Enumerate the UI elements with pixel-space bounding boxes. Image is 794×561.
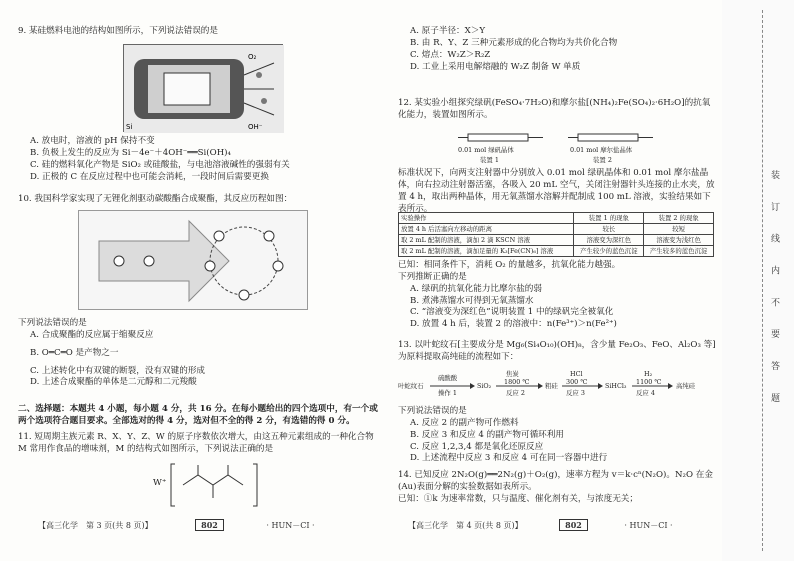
option-10d: D. 上述合成聚酯的单体是二元醇和二元羧酸 xyxy=(30,377,197,388)
option-9d: D. 正极的 C 在反应过程中也可能会消耗，一段时间后需要更换 xyxy=(30,171,269,182)
flow-step2-cond: 1800 ℃ xyxy=(504,378,530,386)
option-11b: B. 由 R、Y、Z 三种元素形成的化合物均为共价化合物 xyxy=(410,37,618,48)
binding-line xyxy=(762,10,763,551)
table-row xyxy=(399,235,714,246)
question-13-body xyxy=(398,406,716,465)
flow-mid2: 粗硅 xyxy=(545,382,558,390)
table-header: 装置 1 的现象 xyxy=(574,213,644,224)
question-12-tail xyxy=(398,260,716,331)
question-12 xyxy=(398,98,716,122)
option-12a: A. 绿矾的抗氧化能力比摩尔盐的弱 xyxy=(410,283,542,294)
flow-step3-cond: 300 ℃ xyxy=(566,378,588,386)
table-cell: 产生较少的蓝色沉淀 xyxy=(574,246,644,257)
question-13-question: 下列说法错误的是 xyxy=(398,406,467,416)
fuel-cell-diagram xyxy=(124,45,284,133)
page-3-footer xyxy=(38,520,368,531)
flow-mid3: SiHCl₃ xyxy=(605,382,627,390)
device-2-content: 0.01 mol 摩尔盐晶体 xyxy=(570,146,633,154)
flow-start: 叶蛇纹石 xyxy=(398,382,424,390)
structure-cation: W⁺ xyxy=(153,478,167,488)
option-9a: A. 放电时，溶液的 pH 保持不变 xyxy=(30,136,155,146)
syringe-devices xyxy=(458,128,668,168)
option-11c: C. 熔点：W₂Z＞R₂Z xyxy=(410,49,491,60)
question-11-options xyxy=(398,26,716,73)
footer-4-subject: 【高三化学 第 4 页(共 8 页)】 xyxy=(408,521,523,530)
option-9c: C. 硅的燃料氧化产物是 SiO₂ 或硅酸盐，与电池溶液碱性的强弱有关 xyxy=(30,159,290,170)
fig-label-si: Si xyxy=(126,123,133,131)
option-10a: A. 合成聚酯的反应属于缩聚反应 xyxy=(30,329,154,340)
footer-3-code: 802 xyxy=(195,519,224,531)
page-4-footer xyxy=(408,520,708,531)
fig-label-oh: OH⁻ xyxy=(248,123,263,131)
footer-4-series: · HUN－CI · xyxy=(624,521,673,530)
table-row xyxy=(399,246,714,257)
option-13d: D. 上述流程中反应 3 和反应 4 可在同一容器中进行 xyxy=(410,453,608,464)
question-12-text xyxy=(398,168,716,215)
flow-step4-sub: 反应 4 xyxy=(636,389,655,397)
flow-step2-sub: 反应 2 xyxy=(506,389,525,397)
binding-margin xyxy=(722,0,794,561)
question-10-question: 下列说法错误的是 xyxy=(18,318,87,328)
flow-step3: HCl xyxy=(570,370,583,378)
table-header: 装置 2 的现象 xyxy=(644,213,714,224)
option-11a: A. 原子半径：X＞Y xyxy=(410,26,486,36)
question-9-stem: 9. 某硅燃料电池的结构如图所示，下列说法错误的是 xyxy=(18,26,218,36)
table-cell: 较长 xyxy=(574,224,644,235)
option-11d: D. 工业上采用电解熔融的 W₂Z 制备 W 单质 xyxy=(410,61,581,72)
option-10b: B. O═C═O 是产物之一 xyxy=(30,347,119,358)
option-12d: D. 放置 4 h 后，装置 2 的溶液中：n(Fe³⁺)＞n(Fe²⁺) xyxy=(410,319,617,330)
reaction-cycle-figure xyxy=(78,210,308,310)
structure-formula xyxy=(153,460,263,510)
section-2-instructions xyxy=(18,404,383,428)
table-row xyxy=(399,224,714,235)
option-9b: B. 负极上发生的反应为 Si－4e⁻＋4OH⁻══Si(OH)₄ xyxy=(30,147,231,158)
option-12b: B. 煮沸蒸馏水可得到无氧蒸馏水 xyxy=(410,295,534,306)
flow-step4: H₂ xyxy=(644,370,653,378)
option-10c: C. 上述转化中有双键的断裂，没有双键的形成 xyxy=(30,365,206,376)
fig-label-o2: O₂ xyxy=(248,53,257,61)
flow-step4-cond: 1100 ℃ xyxy=(636,378,662,386)
flow-step2: 焦炭 xyxy=(506,370,519,378)
footer-3-subject: 【高三化学 第 3 页(共 8 页)】 xyxy=(38,521,153,530)
table-cell: 取 2 mL 配制的溶液，滴加足量的 K₃[Fe(CN)₆] 溶液 xyxy=(399,246,574,257)
flow-mid1: SiO₂ xyxy=(477,382,492,390)
question-10 xyxy=(18,194,383,206)
option-13c: C. 反应 1,2,3,4 都是氧化还原反应 xyxy=(410,441,544,452)
binding-warning: 装 订 线 内 不 要 答 题 xyxy=(769,170,779,413)
table-cell: 取 2 mL 配制的溶液，滴加 2 滴 KSCN 溶液 xyxy=(399,235,574,246)
question-12-note: 已知：相同条件下，消耗 O₂ 的量越多，抗氧化能力越强。 xyxy=(398,260,621,270)
reaction-cycle-diagram xyxy=(79,211,309,311)
flow-step1-sub: 操作 1 xyxy=(438,389,457,397)
option-12c: C. “溶液变为深红色”说明装置 1 中的绿矾完全被氧化 xyxy=(410,307,614,318)
structure-skeleton xyxy=(153,460,263,510)
device-2-name: 装置 2 xyxy=(593,156,612,164)
device-1-content: 0.01 mol 绿矾晶体 xyxy=(458,146,514,154)
question-12-stem: 12. 某实验小组探究绿矾(FeSO₄·7H₂O)和摩尔盐[(NH₄)₂Fe(SO₄)₂·6H₂O]的抗氧化能力，装置如图所示。 xyxy=(398,98,711,120)
table-cell: 放置 4 h 后活塞向左移动的距离 xyxy=(399,224,574,235)
question-14-stem: 14. 已知反应 2N₂O(g)══2N₂(g)＋O₂(g)，速率方程为 v＝k·cⁿ(N₂O)。N₂O 在金(Au)表面分解的实验数据如表所示。 xyxy=(398,470,713,492)
footer-3-series: · HUN－CI · xyxy=(266,521,315,530)
question-9 xyxy=(18,26,383,38)
question-9-options xyxy=(18,136,383,183)
question-13-stem: 13. 以叶蛇纹石[主要成分是 Mg₆(Si₄O₁₀)(OH)₈，含少量 Fe₂O₃、FeO、Al₂O₃ 等]为原料提取高纯硅的流程如下： xyxy=(398,340,716,362)
question-14 xyxy=(398,470,716,506)
option-13b: B. 反应 3 和反应 4 的副产物可循环利用 xyxy=(410,429,564,440)
table-header-row xyxy=(399,213,714,224)
table-cell: 溶液变为深红色 xyxy=(574,235,644,246)
device-1-name: 装置 1 xyxy=(480,156,499,164)
flow-step3-sub: 反应 3 xyxy=(566,389,585,397)
table-cell: 产生较多的蓝色沉淀 xyxy=(644,246,714,257)
question-13 xyxy=(398,340,716,364)
option-13a: A. 反应 2 的副产物可作燃料 xyxy=(410,417,519,428)
flow-step1: 硫酸酸 xyxy=(438,374,458,382)
table-cell: 较短 xyxy=(644,224,714,235)
question-11 xyxy=(18,432,383,456)
experiment-table xyxy=(398,212,714,257)
syringe-drawings xyxy=(458,128,668,146)
flow-end: 高纯硅 xyxy=(676,382,696,390)
question-12-body: 标准状况下，向两支注射器中分别放入 0.01 mol 绿矾晶体和 0.01 mol 摩尔盐晶体，向右拉动注射器活塞，各吸入 20 mL 空气，关闭注射器针头连接的止水夹，放置 4 h，取出两种晶体，用无氧蒸馏水溶解并配制成 100 mL 溶液，实验结果如下表所示。 xyxy=(398,168,715,214)
question-14-note: 已知：①k 为速率常数，只与温度、催化剂有关，与浓度无关； xyxy=(398,493,638,504)
footer-4-code: 802 xyxy=(559,519,588,531)
question-11-stem: 11. 短周期主族元素 R、X、Y、Z、W 的原子序数依次增大，由这五种元素组成的一种化合物 M 常用作食品的增味剂，M 的结构式如图所示，下列说法正确的是 xyxy=(18,432,374,454)
table-header: 实验操作 xyxy=(399,213,574,224)
process-flow xyxy=(398,372,714,402)
section-2-text: 二、选择题：本题共 4 小题，每小题 4 分，共 16 分。在每小题给出的四个选项中，有一个或两个选项符合题目要求。全部选对的得 4 分，选对但不全的得 2 分，有选错的得 0 分。 xyxy=(18,404,378,426)
question-12-question: 下列推断正确的是 xyxy=(398,271,467,282)
page-3 xyxy=(18,0,383,561)
question-10-body xyxy=(18,318,383,389)
page-4 xyxy=(398,0,716,561)
question-10-stem: 10. 我国科学家实现了无锂化剂驱动碳酸酯合成聚酯，其反应历程如图： xyxy=(18,194,293,204)
fuel-cell-figure xyxy=(123,44,283,132)
table-cell: 溶液变为浅红色 xyxy=(644,235,714,246)
